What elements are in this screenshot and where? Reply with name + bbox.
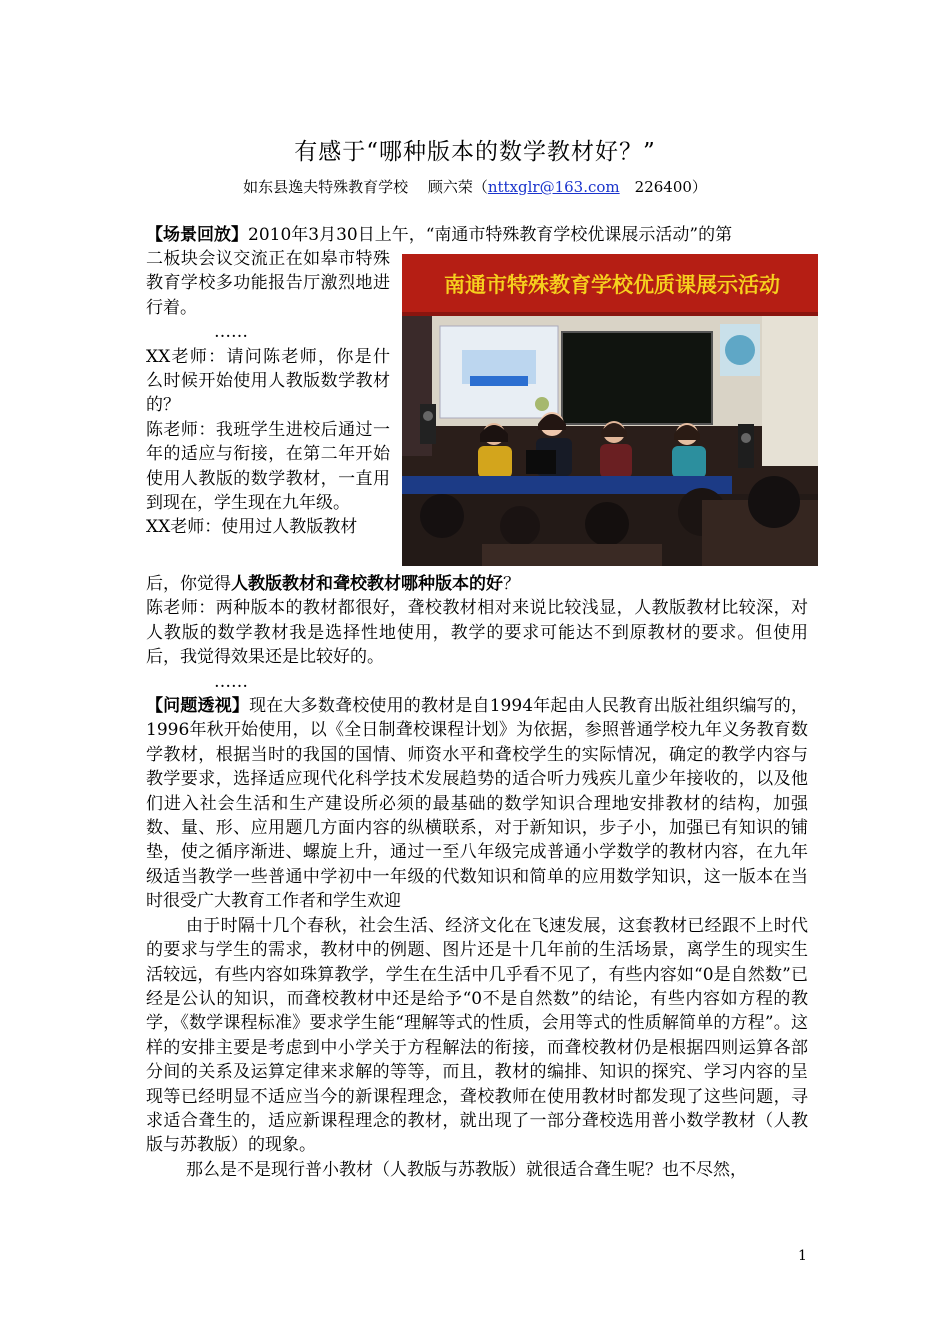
scene-ellipsis: …… [214, 322, 248, 343]
dialogue-answer-2: 陈老师：两种版本的教材都很好，聋校教材相对来说比较浅显，人教版教材比较深，对人教版的数学教材我是选择性地使用，教学的要求可能达不到原教材的要求。但使用后，我觉得效果还是比较好的。 [146, 598, 808, 668]
dialogue-question-2-rest: 后，你觉得人教版教材和聋校教材哪种版本的好？ [146, 574, 520, 594]
problem-heading: 【问题透视】 [146, 696, 250, 717]
scene-intro-lead: 2010年3月30日上午，“南通市特殊教育学校优课展示活动”的第 [248, 225, 733, 245]
scene-continuation [146, 572, 808, 1182]
problem-paragraph-3: 那么是不是现行普小教材（人教版与苏教版）就很适合聋生呢？也不尽然， [186, 1159, 747, 1180]
banner-text: 南通市特殊教育学校优质课展示活动 [444, 273, 780, 297]
problem-paragraph-2: 由于时隔十几个春秋，社会生活、经济文化在飞速发展，这套教材已经跟不上时代的要求与学生的需求，教材中的例题、图片还是十几年前的生活场景，离学生的现实生活较远，有些内容如珠算教学，学生在生活中几乎看不见了，有些内容如“0是自然数”已经是公认的知识，而聋校教材中还是给予“0不是自然数”的结论，有些内容如方程的教学，《数学课程标准》要求学生能“理解等式的性质，会用等式的性质解简单的方程”。这样的安排主要是考虑到中小学关于方程解法的衔接，而聋校教材仍是根据四则运算各部分间的关系及运算定律来求解的等等，而且，教材的编排、知识的探究、学习内容的呈现等已经明显不适应当今的新课程理念，聋校教师在使用教材时都发现了这些问题，寻求适合聋生的，适应新课程理念的教材，就出现了一部分聋校选用普小数学教材（人教版与苏教版）的现象。 [146, 915, 808, 1156]
author-byline [0, 176, 950, 197]
scene-intro-rest: 二板块会议交流正在如皋市特殊教育学校多功能报告厅激烈地进行着。 [146, 249, 390, 318]
dialogue-question-2-start: XX老师：使用过人教版教材 [146, 517, 358, 538]
question-emphasis: 人教版教材和聋校教材哪种版本的好 [231, 574, 503, 594]
dialogue-answer-1: 陈老师：我班学生进校后通过一年的适应与衔接，在第二年开始使用人教版的数学教材，一直用到现在，学生现在九年级。 [146, 419, 390, 514]
scene-ellipsis-2: …… [214, 671, 248, 692]
meeting-photo [402, 254, 818, 566]
page-number: 1 [798, 1248, 807, 1264]
problem-paragraph-1: 【问题透视】现在大多数聋校使用的教材是自1994年起由人民教育出版社组织编写的，1996年秋开始使用，以《全日制聋校课程计划》为依据，参照普通学校九年义务教育数学教材，根据当时的我国的国情、师资水平和聋校学生的实际情况，确定的教学内容与教学要求，选择适应现代化科学技术发展趋势的适合听力残疾儿童少年接收的，以及他们进入社会生活和生产建设所必须的最基础的数学知识合理地安排教材的结构，加强数、量、形、应用题几方面内容的纵横联系，对于新知识，步子小，加强已有知识的铺垫，使之循序渐进、螺旋上升，通过一至八年级完成普通小学数学的教材内容，在九年级适当教学一些普通中学初中一年级的代数知识和简单的应用数学知识，这一版本在当时很受广大教育工作者和学生欢迎 [146, 696, 808, 912]
author-email-link[interactable]: nttxglr@163.com [487, 178, 620, 196]
document-title: 有感于“哪种版本的数学教材好？” [294, 139, 656, 165]
byline-prefix: 如东县逸夫特殊教育学校 顾六荣（ [243, 178, 488, 196]
scene-narrow-column [146, 247, 390, 540]
meeting-photo-illustration [402, 254, 818, 566]
scene-intro-line [146, 223, 808, 247]
byline-suffix: 226400） [619, 178, 707, 196]
dialogue-question-1: XX老师：请问陈老师，你是什么时候开始使用人教版数学教材的？ [146, 346, 390, 416]
scene-heading: 【场景回放】 [146, 225, 248, 245]
